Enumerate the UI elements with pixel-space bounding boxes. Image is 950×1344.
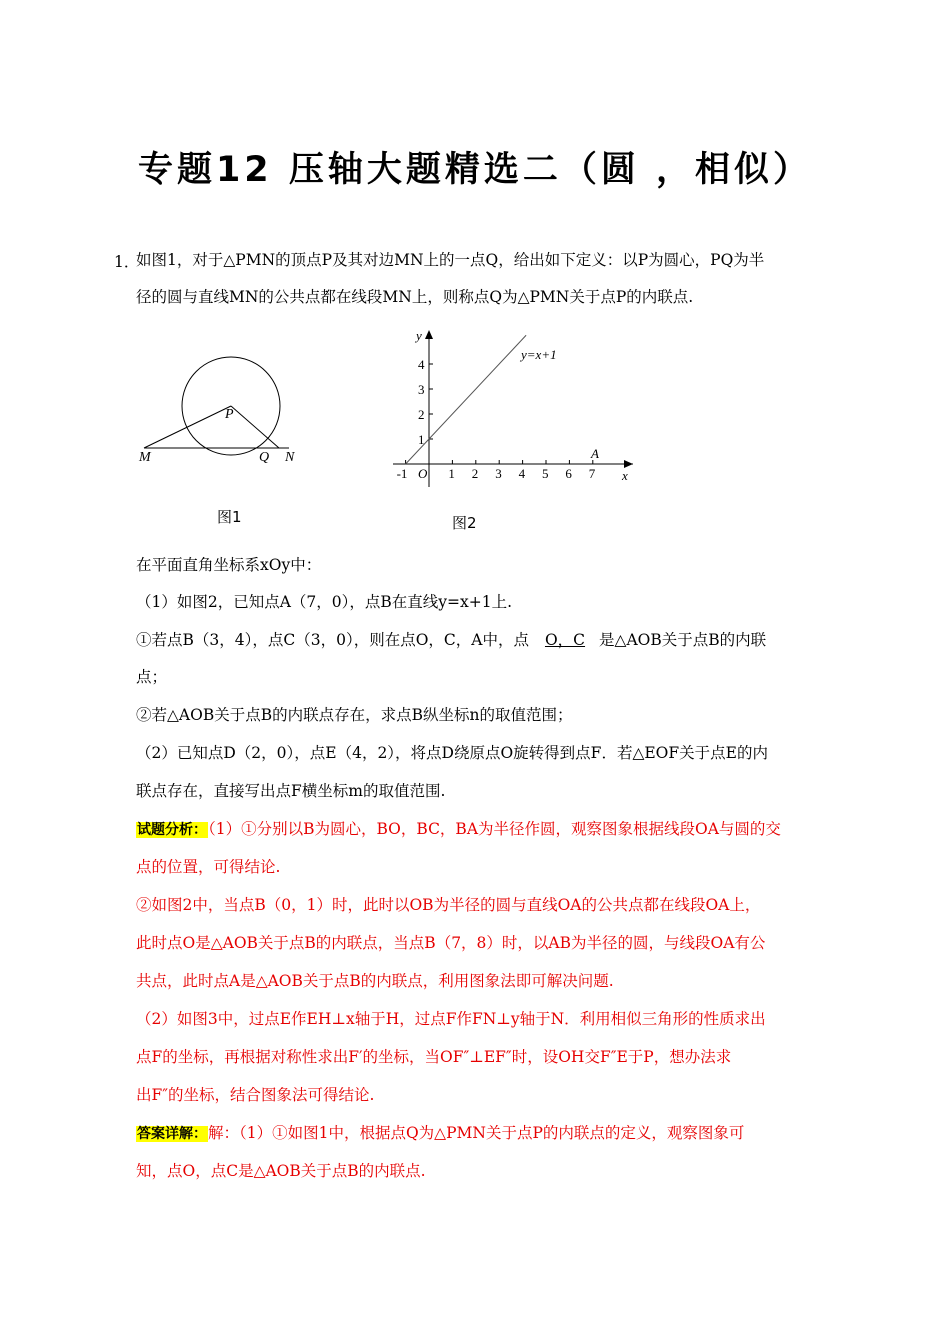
fig2-x-tick-label: -1	[396, 466, 408, 481]
part-1-line: （1）如图2，已知点A（7，0），点B在直线y=x+1上.	[136, 593, 513, 611]
fig2-point-a-label: A	[591, 446, 599, 461]
question-1-answer: O，C	[544, 631, 586, 649]
setup-line: 在平面直角坐标系xOy中：	[136, 556, 322, 574]
fig2-y-tick-label: 4	[418, 357, 425, 372]
fig2-x-tick-label: 4	[518, 466, 526, 481]
figure-2	[388, 322, 638, 492]
problem-number: 1．	[114, 253, 140, 271]
analysis-line-3: ②如图2中，当点B（0，1）时，此时以OB为半径的圆与直线OA的公共点都在线段OA上，	[136, 896, 761, 914]
figure-1	[134, 330, 314, 475]
question-2-line: ②若△AOB关于点B的内联点存在，求点B纵坐标n的取值范围；	[136, 706, 573, 724]
fig2-x-tick-label: 7	[588, 466, 596, 481]
fig1-label-q: Q	[259, 450, 270, 465]
page-title: 专题12 压轴大题精选二（圆 ，相似）	[137, 150, 813, 190]
fig2-x-tick-label: 3	[495, 466, 502, 481]
fig1-label-m: M	[139, 450, 151, 465]
figure-2-caption: 图2	[452, 514, 477, 532]
fig1-label-p: P	[225, 407, 234, 422]
analysis-line-1	[136, 819, 842, 840]
analysis-text-1a: （1）①分别以B为圆心，BO，BC，BA为半径作圆，观察图象根据线段OA与圆的交	[208, 820, 781, 838]
analysis-line-5: 共点，此时点A是△AOB关于点B的内联点，利用图象法即可解决问题.	[136, 972, 614, 990]
analysis-line-7: 点F的坐标，再根据对称性求出F′的坐标，当OF″⊥EF″时，设OH交F″E于P，想办法求	[136, 1048, 732, 1066]
answer-text-a: 解：（1）①如图1中，根据点Q为△PMN关于点P的内联点的定义，观察图象可	[208, 1124, 745, 1142]
analysis-line-2: 点的位置，可得结论.	[136, 858, 281, 876]
analysis-label: 试题分析：	[137, 822, 207, 838]
fig2-x-tick-label: 5	[542, 466, 549, 481]
intro-line-2: 径的圆与直线MN的公共点都在线段MN上，则称点Q为△PMN关于点P的内联点.	[136, 288, 694, 306]
fig2-origin-label: O	[418, 466, 428, 481]
fig2-line-label: y=x+1	[521, 347, 557, 362]
fig2-axis-x-label: x	[622, 468, 628, 483]
question-1-text-a: ①若点B（3，4），点C（3，0），则在点O，C，A中，点	[136, 631, 529, 649]
fig2-x-tick-label: 6	[565, 466, 572, 481]
answer-label: 答案详解：	[137, 1126, 207, 1142]
figure-1-caption: 图1	[217, 508, 242, 526]
answer-line-1	[136, 1123, 842, 1144]
question-1-line-end: 点；	[136, 668, 168, 686]
part-2-line-1: （2）已知点D（2，0），点E（4，2），将点D绕原点O旋转得到点F．若△EOF关于点E的内	[136, 744, 768, 762]
analysis-line-4: 此时点O是△AOB关于点B的内联点，当点B（7，8）时，以AB为半径的圆，与线段OA有公	[136, 934, 766, 952]
fig2-y-tick-label: 2	[418, 407, 425, 422]
question-1-text-b: 是△AOB关于点B的内联	[599, 631, 767, 649]
fig2-axis-y-label: y	[416, 328, 422, 343]
fig1-label-n: N	[285, 450, 295, 465]
fig2-y-tick-label: 1	[418, 432, 425, 447]
analysis-line-6: （2）如图3中，过点E作EH⊥x轴于H，过点F作FN⊥y轴于N．利用相似三角形的性质求出	[136, 1010, 766, 1028]
fig2-y-tick-label: 3	[418, 382, 425, 397]
analysis-line-8: 出F″的坐标，结合图象法可得结论.	[136, 1086, 375, 1104]
part-2-line-2: 联点存在，直接写出点F横坐标m的取值范围.	[136, 782, 446, 800]
answer-line-2: 知，点O，点C是△AOB关于点B的内联点.	[136, 1162, 426, 1180]
fig2-line-y-equals-x-plus-1	[406, 335, 527, 464]
fig2-x-tick-label: 1	[448, 466, 455, 481]
question-1-line	[136, 630, 842, 650]
fig2-x-tick-label: 2	[471, 466, 479, 481]
intro-line-1: 如图1，对于△PMN的顶点P及其对边MN上的一点Q，给出如下定义：以P为圆心，PQ为半	[136, 251, 765, 269]
